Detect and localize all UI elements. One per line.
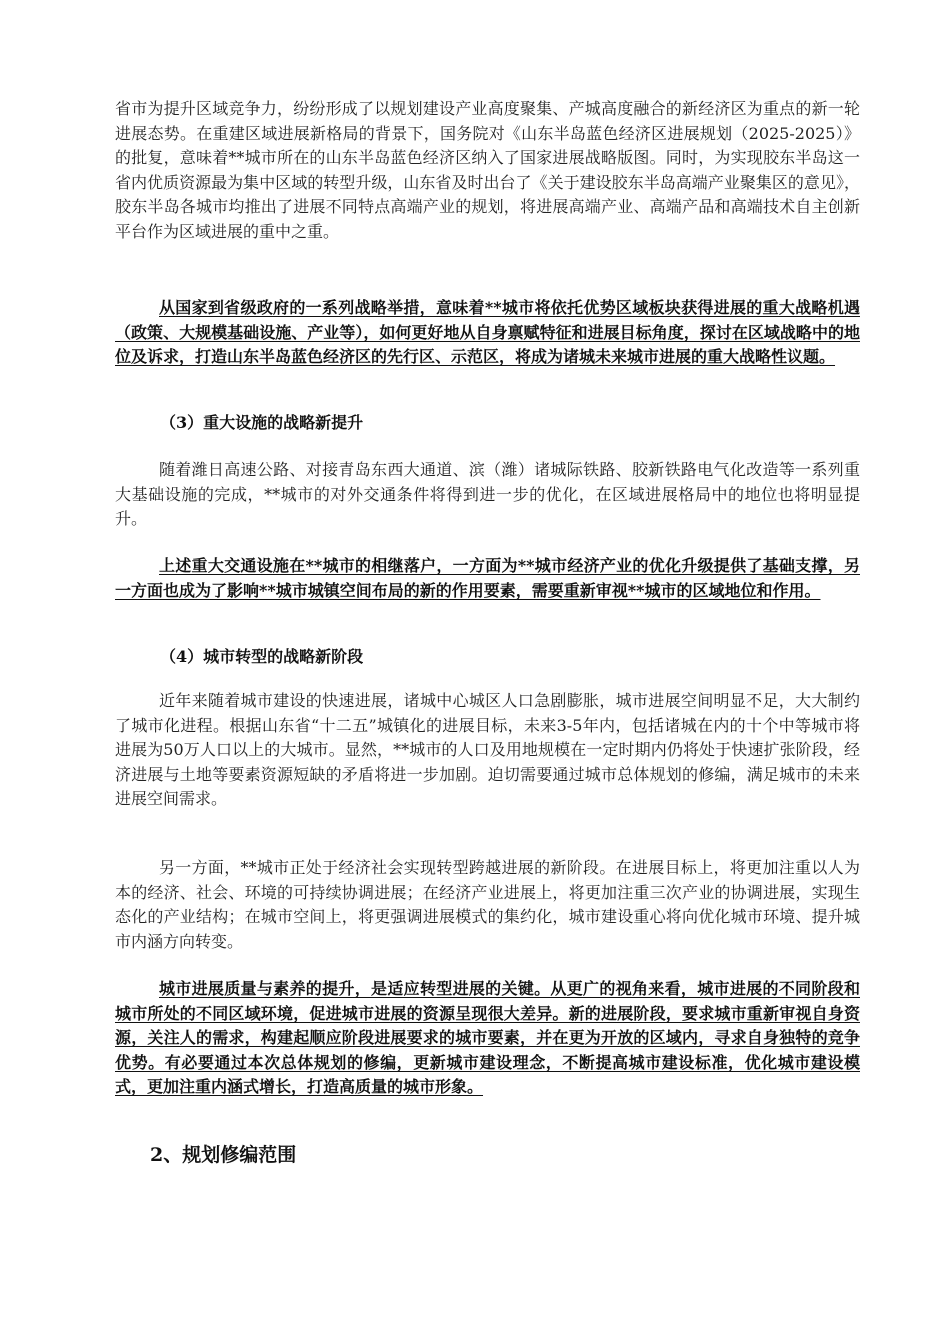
heading-transformation: （4）城市转型的战略新阶段	[160, 647, 364, 666]
paragraph-transformation-stage: 另一方面，**城市正处于经济社会实现转型跨越进展的新阶段。在进展目标上，将更加注重以人为本的经济、社会、环境的可持续协调进展；在经济产业进展上，将更加注重三次产业的协调进展，实现生态化的产业结构；在城市空间上，将更强调进展模式的集约化，城市建设重心将向优化城市环境、提升城市内涵方向转变。	[115, 858, 860, 951]
paragraph-quality-improvement: 城市进展质量与素养的提升，是适应转型进展的关键。从更广的视角来看，城市进展的不同阶段和城市所处的不同区域环境，促进城市进展的资源呈现很大差异。新的进展阶段，要求城市重新审视自身资源，关注人的需求，构建起顺应阶段进展要求的城市要素，并在更为开放的区域内，寻求自身独特的竞争优势。有必要通过本次总体规划的修编，更新城市建设理念，不断提高城市建设标准，优化城市建设模式，更加注重内涵式增长，打造高质量的城市形象。	[115, 979, 860, 1096]
heading-infrastructure: （3）重大设施的战略新提升	[160, 413, 364, 432]
section-title: 2、规划修编范围	[150, 1144, 297, 1166]
paragraph-strategic-opportunity: 从国家到省级政府的一系列战略举措，意味着**城市将依托优势区域板块获得进展的重大战略机遇（政策、大规模基础设施、产业等），如何更好地从自身禀赋特征和进展目标角度，探讨在区域战略中的地位及诉求，打造山东半岛蓝色经济区的先行区、示范区，将成为诸城未来城市进展的重大战略性议题。	[115, 298, 860, 366]
paragraph-regional-context: 省市为提升区域竞争力，纷纷形成了以规划建设产业高度聚集、产城高度融合的新经济区为重点的新一轮进展态势。在重建区域进展新格局的背景下，国务院对《山东半岛蓝色经济区进展规划（2025-2025）》的批复，意味着**城市所在的山东半岛蓝色经济区纳入了国家进展战略版图。同时，为实现胶东半岛这一省内优质资源最为集中区域的转型升级，山东省及时出台了《关于建设胶东半岛高端产业聚集区的意见》，胶东半岛各城市均推出了进展不同特点高端产业的规划，将进展高端产业、高端产品和高端技术自主创新平台作为区域进展的重中之重。	[115, 99, 860, 241]
paragraph-transport-impact: 上述重大交通设施在**城市的相继落户，一方面为**城市经济产业的优化升级提供了基础支撑，另一方面也成为了影响**城市城镇空间布局的新的作用要素，需要重新审视**城市的区域地位和作用。	[115, 556, 860, 600]
paragraph-transport: 随着潍日高速公路、对接青岛东西大通道、滨（潍）诸城际铁路、胶新铁路电气化改造等一系列重大基础设施的完成，**城市的对外交通条件将得到进一步的优化，在区域进展格局中的地位也将明显提升。	[115, 460, 860, 528]
paragraph-urban-growth: 近年来随着城市建设的快速进展，诸城中心城区人口急剧膨胀，城市进展空间明显不足，大大制约了城市化进程。根据山东省“十二五”城镇化的进展目标，未来3-5年内，包括诸城在内的十个中等城市将进展为50万人口以上的大城市。显然，**城市的人口及用地规模在一定时期内仍将处于快速扩张阶段，经济进展与土地等要素资源短缺的矛盾将进一步加剧。迫切需要通过城市总体规划的修编，满足城市的未来进展空间需求。	[115, 691, 860, 808]
